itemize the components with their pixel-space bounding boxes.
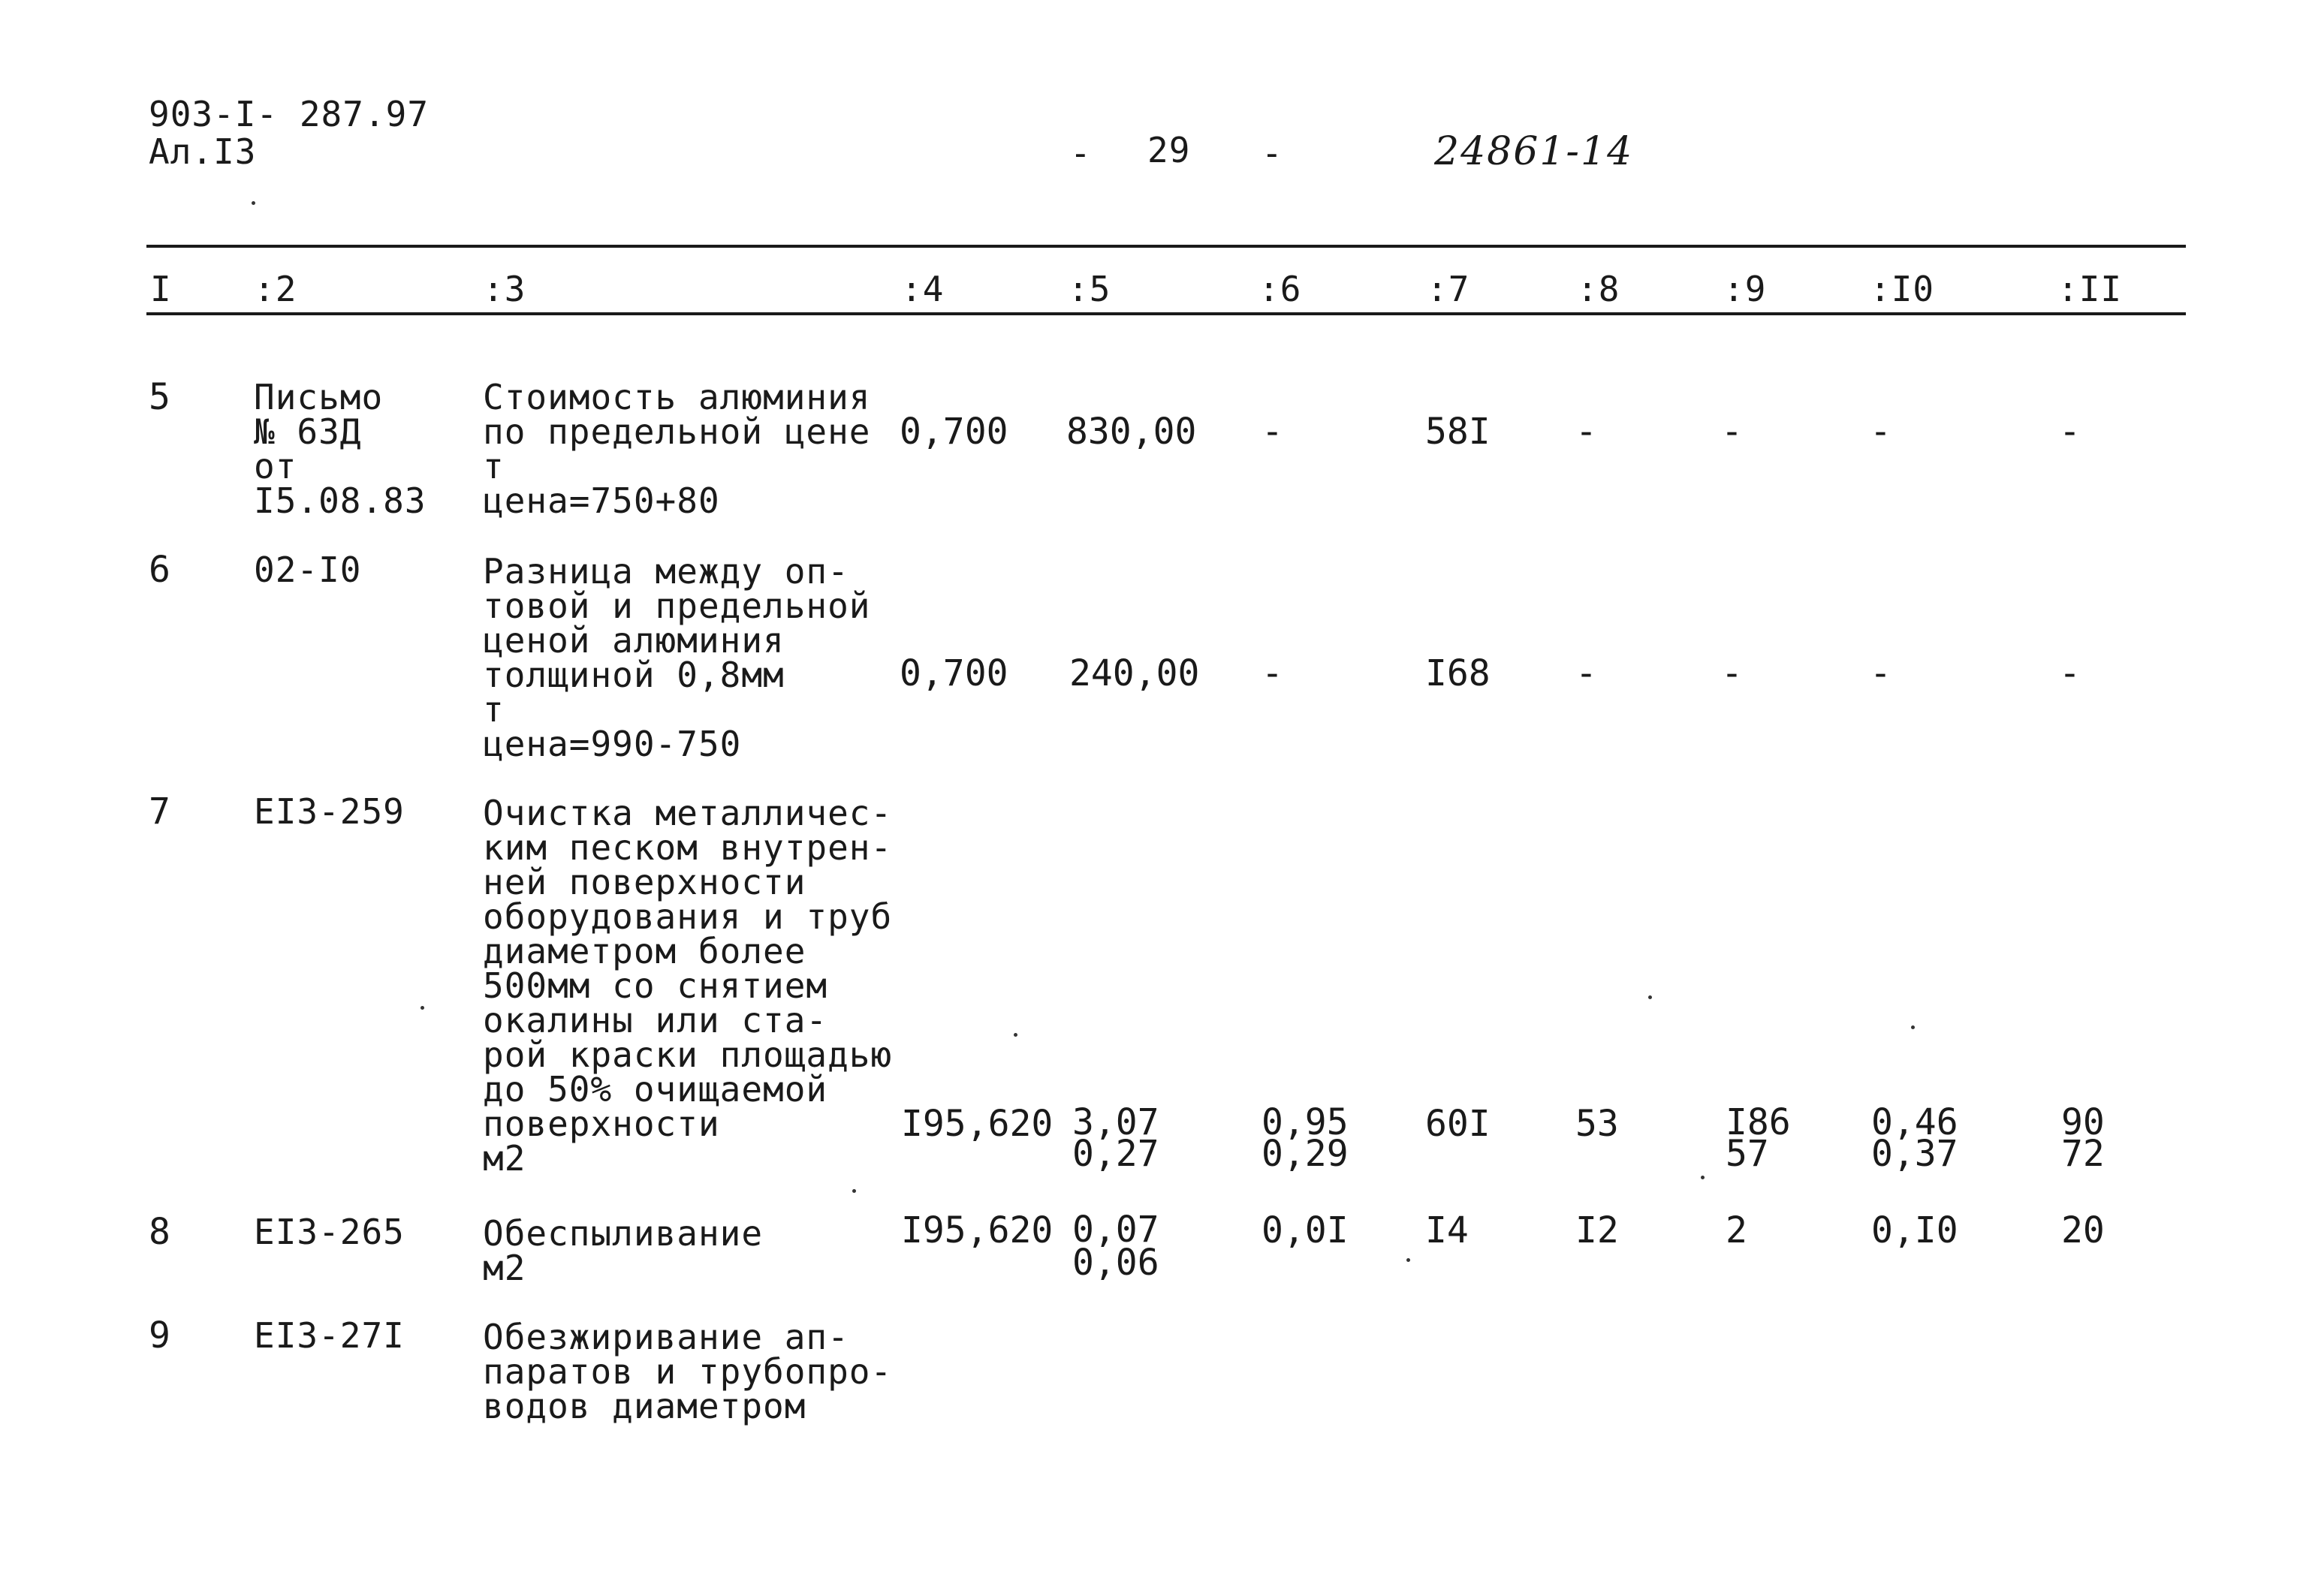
sheet-number: Ал.I3	[149, 131, 257, 172]
column-header-1: I	[150, 269, 172, 309]
row-col7: I68	[1425, 652, 1491, 694]
row-col10: 0,I0	[1871, 1209, 1958, 1251]
ink-speck	[1701, 1176, 1705, 1179]
row-col10: -	[1870, 652, 1892, 694]
row-code: EI3-259	[254, 791, 405, 832]
row-col9: I86 57	[1726, 1101, 1791, 1175]
document-series: 903-I- 287.97	[149, 94, 430, 134]
row-col6: -	[1262, 411, 1283, 453]
handwritten-code: 24861-14	[1434, 129, 1634, 174]
column-header-7: :7	[1427, 269, 1470, 309]
page-dash-right: -	[1262, 133, 1283, 173]
row-unit-cost: 240,00	[1069, 652, 1200, 694]
row-unit-cost: 0,07 0,06	[1072, 1209, 1159, 1284]
row-number: 5	[149, 376, 170, 418]
row-description: Разница между оп- товой и предельной ценой алюминия толщиной 0,8мм т цена=990-750	[483, 551, 871, 764]
row-number: 9	[149, 1314, 170, 1357]
column-header-2: :2	[254, 269, 297, 309]
row-description: Обеспыливание м2	[483, 1213, 764, 1288]
row-quantity: 0,700	[900, 652, 1008, 694]
ink-speck	[1648, 995, 1652, 999]
ink-speck	[1406, 1258, 1410, 1262]
row-col7: 58I	[1425, 411, 1491, 453]
page-dash-left: -	[1070, 133, 1092, 173]
column-header-3: :3	[483, 269, 526, 309]
row-col8: I2	[1575, 1209, 1619, 1251]
row-col11: 20	[2061, 1209, 2105, 1251]
row-col6: 0,95 0,29	[1262, 1101, 1349, 1175]
row-unit-cost: 830,00	[1066, 411, 1197, 453]
column-header-8: :8	[1577, 269, 1620, 309]
row-description: Обезжиривание ап- паратов и трубопро- водов диаметром	[483, 1317, 893, 1426]
row-quantity: I95,620	[901, 1103, 1054, 1145]
row-code: EI3-27I	[254, 1315, 405, 1356]
column-header-5: :5	[1068, 269, 1111, 309]
column-header-11: :II	[2057, 269, 2123, 309]
row-col9: 2	[1726, 1209, 1747, 1251]
row-col6: -	[1262, 652, 1283, 694]
row-col10: 0,46 0,37	[1871, 1101, 1958, 1175]
row-col8: -	[1575, 411, 1597, 453]
row-col9: -	[1721, 411, 1743, 453]
row-unit-cost: 3,07 0,27	[1072, 1101, 1159, 1175]
row-col11: 90 72	[2061, 1101, 2105, 1175]
row-col7: I4	[1425, 1209, 1469, 1251]
row-code: 02-I0	[254, 550, 362, 590]
row-col6: 0,0I	[1262, 1209, 1349, 1251]
row-col11: -	[2059, 652, 2081, 694]
ink-speck	[852, 1189, 856, 1193]
row-description: Стоимость алюминия по предельной цене т цена=750+80	[483, 377, 871, 521]
column-header-9: :9	[1723, 269, 1767, 309]
ink-speck	[1911, 1025, 1915, 1029]
row-quantity: 0,700	[900, 411, 1008, 453]
top-rule	[146, 245, 2186, 248]
row-col8: 53	[1575, 1103, 1619, 1145]
header-rule	[146, 312, 2186, 315]
page-number: 29	[1147, 130, 1191, 170]
ink-speck	[252, 201, 255, 205]
row-col10: -	[1870, 411, 1892, 453]
row-code: Письмо № 63Д от I5.08.83	[254, 377, 427, 521]
column-header-6: :6	[1259, 269, 1302, 309]
row-code: EI3-265	[254, 1212, 405, 1252]
row-col8: -	[1575, 652, 1597, 694]
row-quantity: I95,620	[901, 1209, 1054, 1251]
row-col11: -	[2059, 411, 2081, 453]
ink-speck	[1014, 1033, 1017, 1037]
row-number: 6	[149, 549, 170, 591]
row-description: Очистка металличес- ким песком внутрен- ней поверхности оборудования и труб диаметром более 500мм со снятием окалины или ста- рой краски площадью до 50% очищаемой поверхности м2	[483, 793, 893, 1179]
row-col9: -	[1721, 652, 1743, 694]
row-number: 7	[149, 790, 170, 833]
column-header-4: :4	[901, 269, 945, 309]
column-header-10: :I0	[1870, 269, 1935, 309]
row-col7: 60I	[1425, 1103, 1491, 1145]
ink-speck	[421, 1006, 424, 1010]
row-number: 8	[149, 1211, 170, 1253]
